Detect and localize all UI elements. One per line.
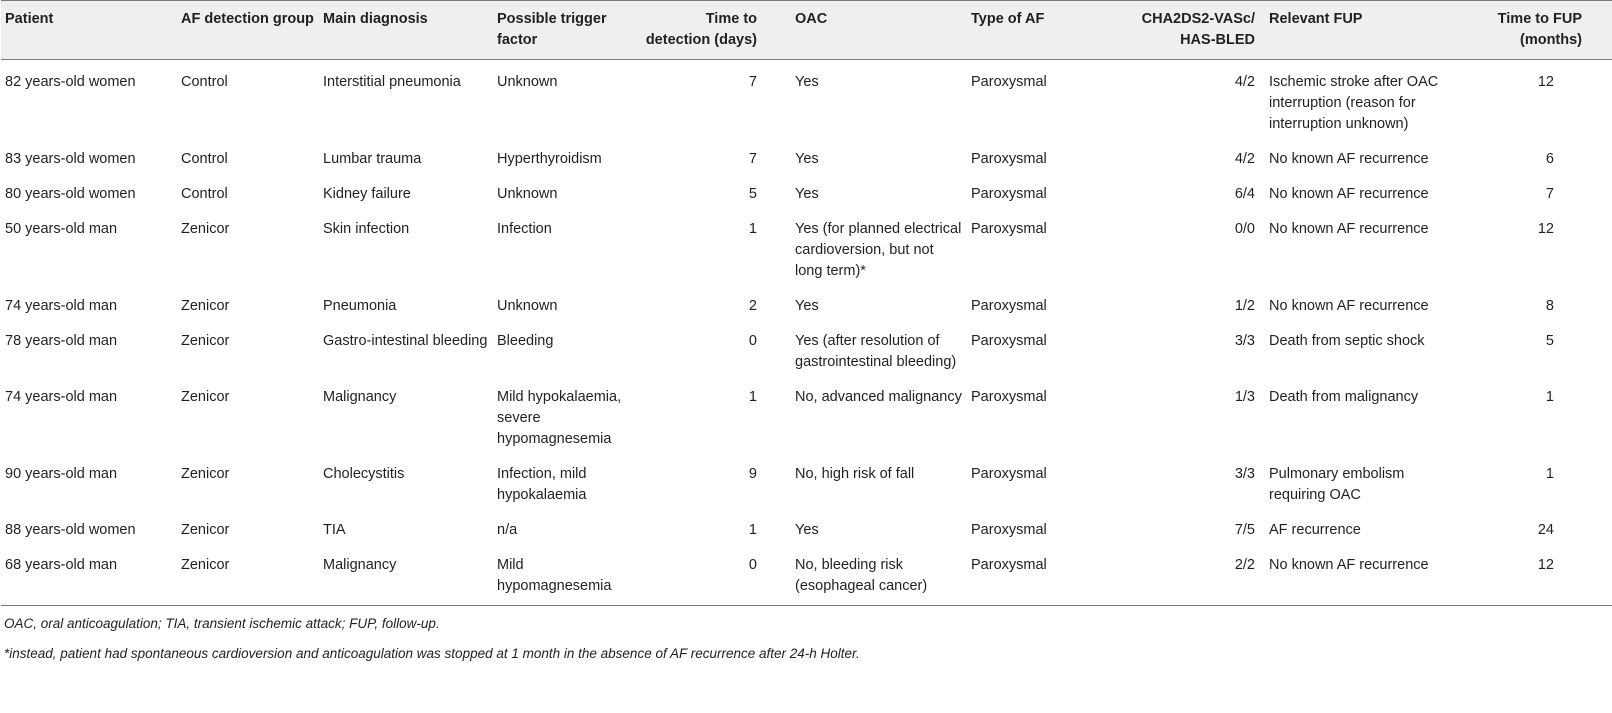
- footnote-abbreviations: OAC, oral anticoagulation; TIA, transient ischemic attack; FUP, follow-up.: [4, 616, 440, 631]
- cell-oac: Yes: [795, 74, 819, 90]
- cell-relevant-fup: Ischemic stroke after OAC interruption (reason for interruption unknown): [1269, 74, 1439, 132]
- cell-relevant-fup: No known AF recurrence: [1269, 151, 1429, 167]
- cell-time-to-fup: 12: [1451, 548, 1612, 606]
- cell-cha2ds2-vasc: 7/5: [1234, 522, 1255, 538]
- cell-oac: Yes: [795, 298, 819, 314]
- header-af-detection-group: AF detection group: [177, 1, 319, 60]
- cell-patient: 80 years-old women: [5, 186, 136, 202]
- cell-time-to-fup: 12: [1537, 221, 1554, 237]
- table-footnotes: [0, 614, 1471, 664]
- cell-time-to-fup: 7: [1545, 186, 1554, 202]
- header-type-of-af: Type of AF: [967, 1, 1103, 60]
- table-row: [1, 380, 1612, 457]
- cell-patient: 83 years-old women: [5, 151, 136, 167]
- cell-time-to-detection: 1: [748, 522, 757, 538]
- cell-main-diagnosis: Kidney failure: [323, 186, 411, 202]
- header-oac: OAC: [773, 1, 967, 60]
- patients-table: [1, 0, 1612, 606]
- cell-af-detection-group: Zenicor: [181, 389, 230, 405]
- cell-trigger-factor: Unknown: [497, 298, 558, 314]
- cell-oac: Yes (for planned electrical cardioversion, but not long term)*: [795, 221, 962, 279]
- cell-relevant-fup: No known AF recurrence: [1269, 221, 1429, 237]
- cell-af-detection-group: Zenicor: [181, 333, 230, 349]
- cell-time-to-fup: 5: [1545, 333, 1554, 349]
- cell-trigger-factor: Infection, mild hypokalaemia: [497, 466, 587, 503]
- table-row: [1, 324, 1612, 380]
- cell-trigger-factor: Hyperthyroidism: [497, 151, 602, 167]
- cell-relevant-fup: Death from malignancy: [1269, 389, 1419, 405]
- cell-main-diagnosis: Malignancy: [323, 389, 397, 405]
- cell-trigger-factor: Unknown: [497, 186, 558, 202]
- cell-type-of-af: Paroxysmal: [971, 333, 1047, 349]
- cell-time-to-fup: 24: [1537, 522, 1554, 538]
- cell-cha2ds2-vasc: 6/4: [1234, 186, 1255, 202]
- table-row: [1, 177, 1612, 212]
- cell-type-of-af: Paroxysmal: [971, 389, 1047, 405]
- cell-oac: No, high risk of fall: [795, 466, 915, 482]
- cell-time-to-fup: 1: [1545, 466, 1554, 482]
- cell-time-to-fup: 1: [1545, 389, 1554, 405]
- cell-relevant-fup: No known AF recurrence: [1269, 186, 1429, 202]
- cell-cha2ds2-vasc: 2/2: [1103, 548, 1263, 606]
- header-row: [1, 1, 1612, 60]
- cell-time-to-detection: 1: [748, 221, 757, 237]
- cell-patient: 82 years-old women: [5, 74, 136, 90]
- cell-relevant-fup: No known AF recurrence: [1269, 298, 1429, 314]
- cell-main-diagnosis: Skin infection: [323, 221, 410, 237]
- cell-patient: 50 years-old man: [5, 221, 118, 237]
- cell-time-to-detection: 2: [748, 298, 757, 314]
- cell-cha2ds2-vasc: 4/2: [1234, 74, 1255, 90]
- header-cha2ds2-vasc: CHA2DS2-VASc/ HAS-BLED: [1103, 1, 1263, 60]
- cell-time-to-detection: 0: [638, 548, 773, 606]
- cell-cha2ds2-vasc: 1/2: [1234, 298, 1255, 314]
- cell-time-to-detection: 1: [748, 389, 757, 405]
- cell-main-diagnosis: Interstitial pneumonia: [323, 74, 461, 90]
- cell-type-of-af: Paroxysmal: [971, 298, 1047, 314]
- cell-time-to-fup: 6: [1545, 151, 1554, 167]
- cell-type-of-af: Paroxysmal: [971, 186, 1047, 202]
- cell-type-of-af: Paroxysmal: [971, 522, 1047, 538]
- cell-af-detection-group: Zenicor: [177, 548, 319, 606]
- cell-main-diagnosis: Pneumonia: [323, 298, 397, 314]
- cell-oac: Yes: [795, 151, 819, 167]
- cell-patient: 88 years-old women: [5, 522, 136, 538]
- table-row: [1, 548, 1612, 606]
- header-patient: Patient: [1, 1, 177, 60]
- cell-af-detection-group: Control: [181, 186, 228, 202]
- cell-trigger-factor: Infection: [497, 221, 552, 237]
- cell-patient: 78 years-old man: [5, 333, 118, 349]
- header-trigger-factor: Possible trigger factor: [493, 1, 638, 60]
- cell-time-to-detection: 0: [748, 333, 757, 349]
- cell-relevant-fup: Pulmonary embolism requiring OAC: [1269, 466, 1405, 503]
- cell-af-detection-group: Zenicor: [181, 522, 230, 538]
- table-body: [1, 60, 1612, 606]
- table-row: [1, 142, 1612, 177]
- cell-type-of-af: Paroxysmal: [967, 548, 1103, 606]
- cell-cha2ds2-vasc: 0/0: [1234, 221, 1255, 237]
- cell-time-to-fup: 12: [1537, 74, 1554, 90]
- cell-patient: 90 years-old man: [5, 466, 118, 482]
- cell-af-detection-group: Zenicor: [181, 221, 230, 237]
- cell-time-to-fup: 8: [1545, 298, 1554, 314]
- cell-patient: 74 years-old man: [5, 298, 118, 314]
- cell-main-diagnosis: Cholecystitis: [323, 466, 405, 482]
- cell-type-of-af: Paroxysmal: [971, 466, 1047, 482]
- cell-oac: No, bleeding risk (esophageal cancer): [773, 548, 967, 606]
- cell-trigger-factor: n/a: [497, 522, 518, 538]
- cell-trigger-factor: Bleeding: [497, 333, 554, 349]
- cell-type-of-af: Paroxysmal: [971, 221, 1047, 237]
- cell-main-diagnosis: Lumbar trauma: [323, 151, 422, 167]
- header-main-diagnosis: Main diagnosis: [319, 1, 493, 60]
- cell-main-diagnosis: Gastro-intestinal bleeding: [323, 333, 488, 349]
- cell-relevant-fup: AF recurrence: [1269, 522, 1361, 538]
- cell-cha2ds2-vasc: 3/3: [1234, 466, 1255, 482]
- cell-time-to-detection: 7: [748, 74, 757, 90]
- cell-trigger-factor: Mild hypomagnesemia: [493, 548, 638, 606]
- header-relevant-fup: Relevant FUP: [1263, 1, 1451, 60]
- header-time-to-detection: Time to detection (days): [638, 1, 773, 60]
- cell-patient: 74 years-old man: [5, 389, 118, 405]
- cell-main-diagnosis: Malignancy: [319, 548, 493, 606]
- table-row: [1, 513, 1612, 548]
- cell-cha2ds2-vasc: 1/3: [1234, 389, 1255, 405]
- cell-time-to-detection: 7: [748, 151, 757, 167]
- table-row: [1, 212, 1612, 289]
- cell-oac: Yes (after resolution of gastrointestinal bleeding): [795, 333, 957, 370]
- cell-af-detection-group: Control: [181, 151, 228, 167]
- cell-af-detection-group: Zenicor: [181, 466, 230, 482]
- table-row: [1, 60, 1612, 143]
- cell-time-to-detection: 9: [748, 466, 757, 482]
- footnote-asterisk: *instead, patient had spontaneous cardioversion and anticoagulation was stopped at 1 month in the absence of AF recurrence after 24-h Holter.: [4, 646, 860, 661]
- cell-type-of-af: Paroxysmal: [971, 74, 1047, 90]
- cell-time-to-detection: 5: [748, 186, 757, 202]
- table-row: [1, 457, 1612, 513]
- cell-main-diagnosis: TIA: [323, 522, 346, 538]
- cell-trigger-factor: Unknown: [497, 74, 558, 90]
- cell-relevant-fup: Death from septic shock: [1269, 333, 1425, 349]
- cell-cha2ds2-vasc: 3/3: [1234, 333, 1255, 349]
- cell-af-detection-group: Control: [181, 74, 228, 90]
- cell-oac: Yes: [795, 186, 819, 202]
- cell-af-detection-group: Zenicor: [181, 298, 230, 314]
- table-row: [1, 289, 1612, 324]
- cell-cha2ds2-vasc: 4/2: [1234, 151, 1255, 167]
- cell-trigger-factor: Mild hypokalaemia, severe hypomagnesemia: [497, 389, 622, 447]
- cell-patient: 68 years-old man: [1, 548, 177, 606]
- cell-type-of-af: Paroxysmal: [971, 151, 1047, 167]
- header-time-to-fup: Time to FUP (months): [1451, 1, 1612, 60]
- cell-oac: No, advanced malignancy: [795, 389, 962, 405]
- cell-oac: Yes: [795, 522, 819, 538]
- cell-relevant-fup: No known AF recurrence: [1263, 548, 1451, 606]
